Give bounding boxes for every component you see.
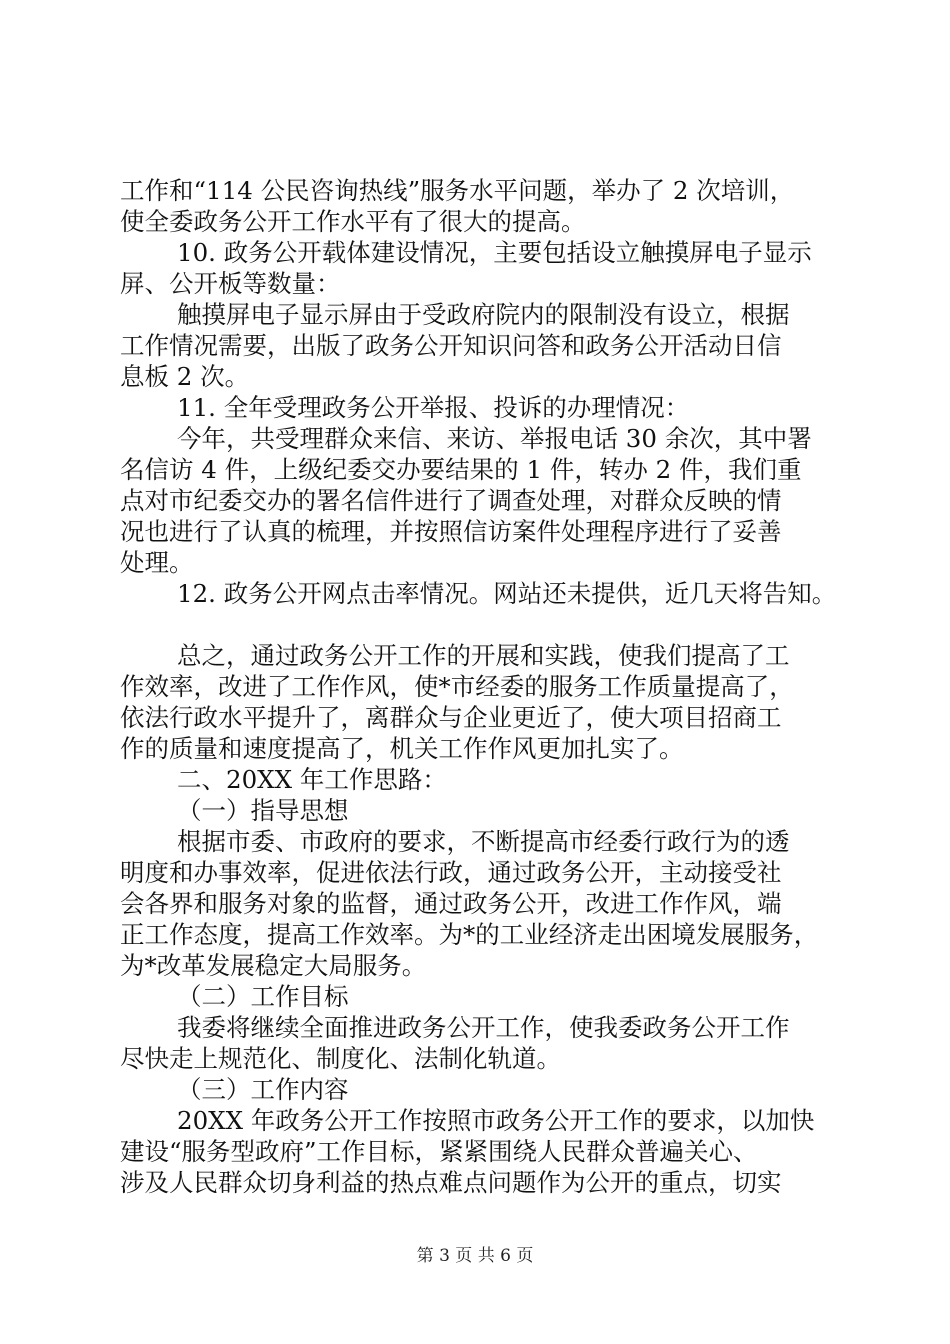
text-line: 我委将继续全面推进政务公开工作，使我委政务公开工作 [177, 1013, 790, 1042]
text-line: 工作和“114 公民咨询热线”服务水平问题，举办了 2 次培训， [120, 176, 795, 205]
text-line: 明度和办事效率，促进依法行政，通过政务公开，主动接受社 [120, 858, 782, 887]
page-number-footer: 第 3 页 共 6 页 [416, 1246, 534, 1266]
text-line: 况也进行了认真的梳理，并按照信访案件处理程序进行了妥善 [120, 517, 782, 546]
text-line: 使全委政务公开工作水平有了很大的提高。 [120, 207, 586, 236]
text-line: 屏、公开板等数量： [120, 269, 341, 298]
text-line: 尽快走上规范化、制度化、法制化轨道。 [120, 1044, 561, 1073]
subsection-heading: （一）指导思想 [177, 796, 349, 825]
text-line: 名信访 4 件，上级纪委交办要结果的 1 件，转办 2 件，我们重 [120, 455, 802, 484]
text-line: 12. 政务公开网点击率情况。网站还未提供，近几天将告知。 [177, 579, 837, 608]
text-line: 今年，共受理群众来信、来访、举报电话 30 余次，其中署 [177, 424, 812, 453]
document-body [120, 175, 835, 1198]
text-line: 依法行政水平提升了，离群众与企业更近了，使大项目招商工 [120, 703, 782, 732]
text-line: 会各界和服务对象的监督，通过政务公开，改进工作作风，端 [120, 889, 782, 918]
text-line: 正工作态度，提高工作效率。为*的工业经济走出困境发展服务， [120, 920, 819, 949]
text-line: 作的质量和速度提高了，机关工作作风更加扎实了。 [120, 734, 684, 763]
text-line: 息板 2 次。 [120, 362, 250, 391]
text-line: 20XX 年政务公开工作按照市政务公开工作的要求，以加快 [177, 1106, 815, 1135]
text-line: 总之，通过政务公开工作的开展和实践，使我们提高了工 [177, 641, 790, 670]
text-line: 触摸屏电子显示屏由于受政府院内的限制没有设立，根据 [177, 300, 790, 329]
subsection-heading: （三）工作内容 [177, 1075, 349, 1104]
blank-line [120, 609, 835, 640]
text-line: 10. 政务公开载体建设情况，主要包括设立触摸屏电子显示 [177, 238, 812, 267]
subsection-heading: （二）工作目标 [177, 982, 349, 1011]
text-line: 为*改革发展稳定大局服务。 [120, 951, 427, 980]
text-line: 根据市委、市政府的要求，不断提高市经委行政行为的透 [177, 827, 790, 856]
section-heading: 二、20XX 年工作思路： [177, 765, 447, 794]
text-line: 11. 全年受理政务公开举报、投诉的办理情况： [177, 393, 690, 422]
text-line: 处理。 [120, 548, 194, 577]
text-line: 涉及人民群众切身利益的热点难点问题作为公开的重点，切实 [120, 1168, 782, 1197]
text-line: 工作情况需要，出版了政务公开知识问答和政务公开活动日信 [120, 331, 782, 360]
text-line: 作效率，改进了工作作风，使*市经委的服务工作质量提高了， [120, 672, 794, 701]
text-line: 建设“服务型政府”工作目标，紧紧围绕人民群众普遍关心、 [120, 1137, 758, 1166]
text-line: 点对市纪委交办的署名信件进行了调查处理，对群众反映的情 [120, 486, 782, 515]
